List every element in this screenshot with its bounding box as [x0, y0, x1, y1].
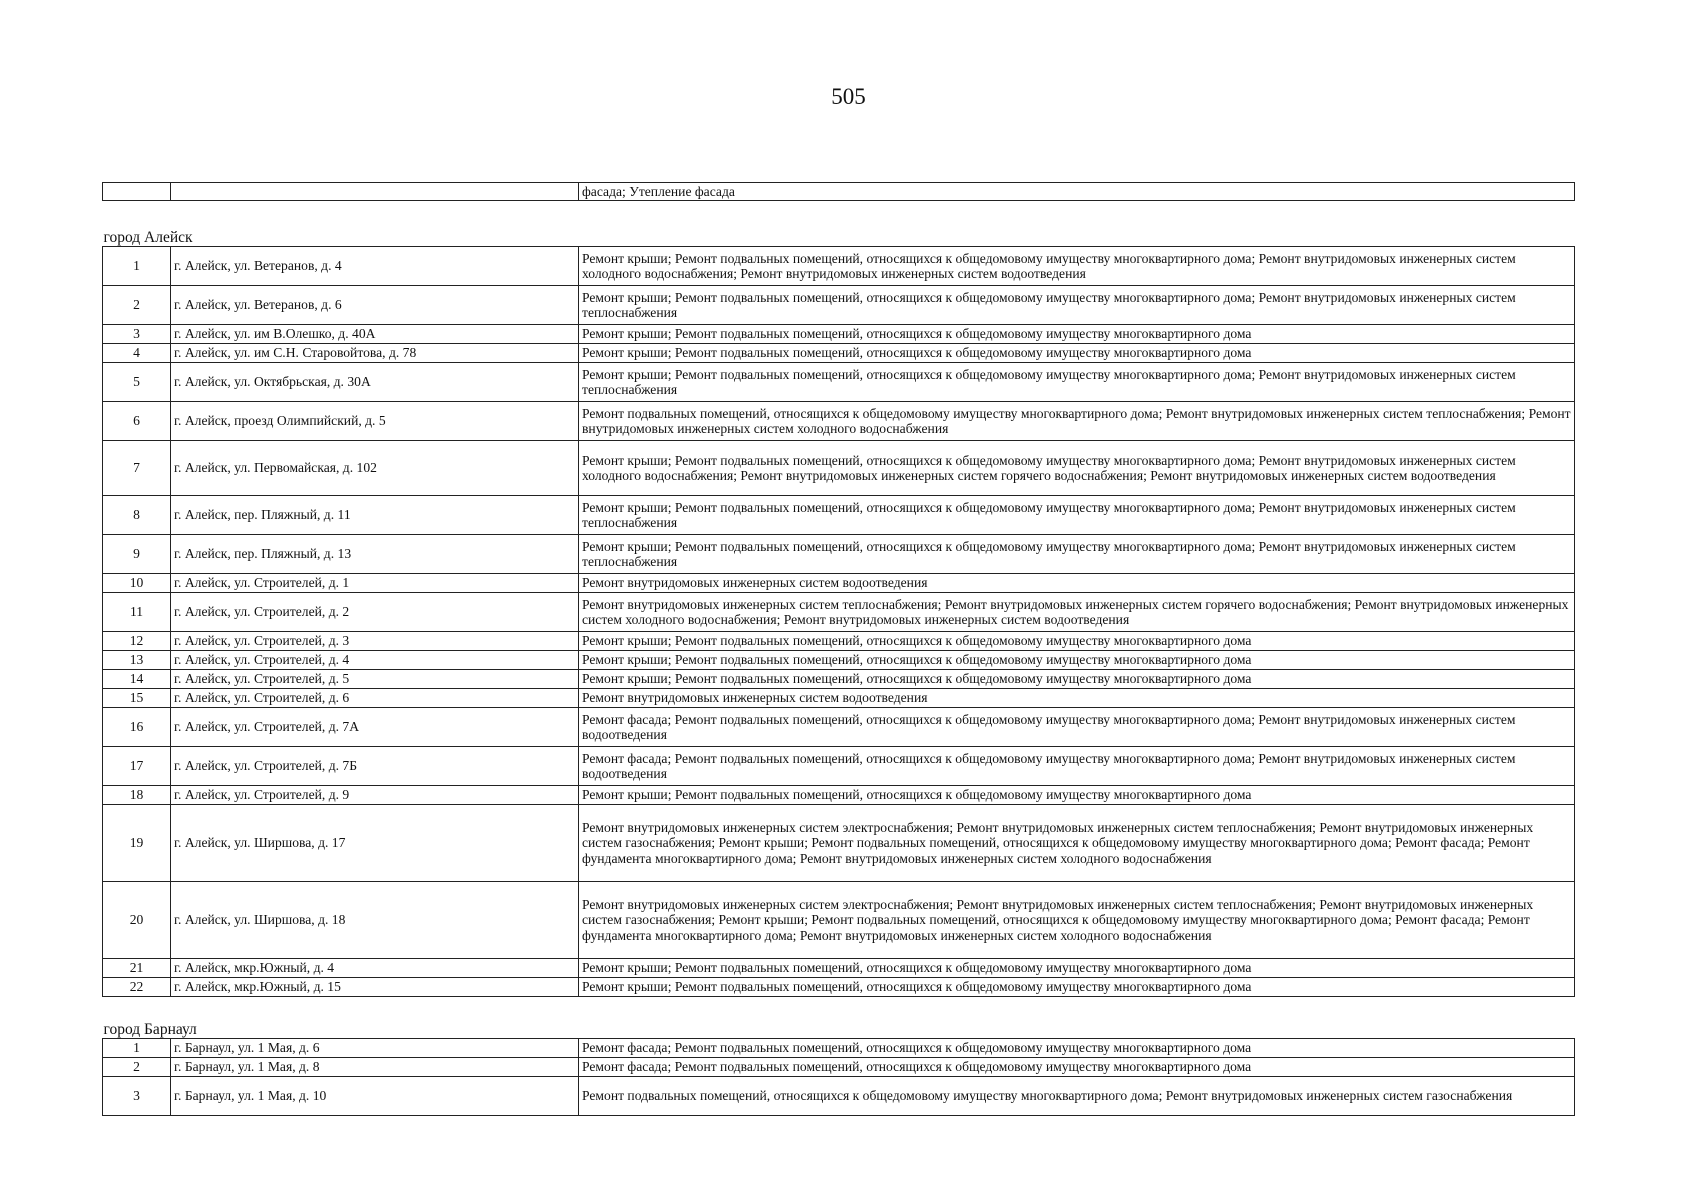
row-number: 16 — [103, 708, 171, 747]
table-row — [103, 402, 1575, 441]
row-address: г. Алейск, ул. Строителей, д. 9 — [171, 786, 579, 805]
row-address: г. Алейск, ул. Октябрьская, д. 30А — [171, 363, 579, 402]
row-address: г. Алейск, ул. Ширшова, д. 18 — [171, 882, 579, 959]
row-address: г. Алейск, ул. Строителей, д. 1 — [171, 574, 579, 593]
row-number: 17 — [103, 747, 171, 786]
row-address: г. Алейск, ул. Ширшова, д. 17 — [171, 805, 579, 882]
row-works: Ремонт крыши; Ремонт подвальных помещений, относящихся к общедомовому имуществу многоквартирного дома; Ремонт внутридомовых инженерных систем теплоснабжения — [579, 286, 1575, 325]
table-row — [103, 1039, 1575, 1058]
row-works: Ремонт крыши; Ремонт подвальных помещений, относящихся к общедомовому имуществу многоквартирного дома; Ремонт внутридомовых инженерных систем теплоснабжения — [579, 496, 1575, 535]
table-row — [103, 689, 1575, 708]
row-number: 11 — [103, 593, 171, 632]
row-number: 20 — [103, 882, 171, 959]
page-number: 505 — [831, 84, 866, 109]
row-number: 4 — [103, 344, 171, 363]
row-number: 19 — [103, 805, 171, 882]
row-works: Ремонт фасада; Ремонт подвальных помещений, относящихся к общедомовому имуществу многоквартирного дома; Ремонт внутридомовых инженерных систем водоотведения — [579, 747, 1575, 786]
section-row — [103, 201, 1575, 247]
section-title: город Алейск — [103, 201, 1575, 247]
row-number: 10 — [103, 574, 171, 593]
row-works: Ремонт крыши; Ремонт подвальных помещений, относящихся к общедомовому имуществу многоквартирного дома — [579, 344, 1575, 363]
row-address: г. Алейск, ул. Строителей, д. 3 — [171, 632, 579, 651]
row-works: Ремонт фасада; Ремонт подвальных помещений, относящихся к общедомовому имуществу многоквартирного дома — [579, 1039, 1575, 1058]
row-address: г. Алейск, проезд Олимпийский, д. 5 — [171, 402, 579, 441]
row-number: 15 — [103, 689, 171, 708]
row-number: 18 — [103, 786, 171, 805]
row-number: 21 — [103, 959, 171, 978]
table-row — [103, 978, 1575, 997]
repair-table — [102, 182, 1575, 1116]
row-number — [103, 183, 171, 201]
table-row — [103, 959, 1575, 978]
row-address: г. Алейск, ул. Строителей, д. 7Б — [171, 747, 579, 786]
row-works: Ремонт крыши; Ремонт подвальных помещений, относящихся к общедомовому имуществу многоквартирного дома — [579, 325, 1575, 344]
row-address: г. Алейск, ул. Строителей, д. 6 — [171, 689, 579, 708]
table-row — [103, 363, 1575, 402]
row-number: 3 — [103, 1077, 171, 1116]
row-number: 8 — [103, 496, 171, 535]
continuation-row — [103, 183, 1575, 201]
row-works: Ремонт фасада; Ремонт подвальных помещений, относящихся к общедомовому имуществу многоквартирного дома; Ремонт внутридомовых инженерных систем водоотведения — [579, 708, 1575, 747]
table-row — [103, 1077, 1575, 1116]
row-address: г. Алейск, ул. Строителей, д. 7А — [171, 708, 579, 747]
table-row — [103, 535, 1575, 574]
row-number: 12 — [103, 632, 171, 651]
row-number: 2 — [103, 1058, 171, 1077]
table-row — [103, 574, 1575, 593]
table-row — [103, 325, 1575, 344]
row-works: Ремонт подвальных помещений, относящихся к общедомовому имуществу многоквартирного дома; Ремонт внутридомовых инженерных систем теплоснабжения; Ремонт внутридомовых инженерных систем холодного водоснабжения — [579, 402, 1575, 441]
row-address: г. Алейск, мкр.Южный, д. 15 — [171, 978, 579, 997]
row-address: г. Барнаул, ул. 1 Мая, д. 6 — [171, 1039, 579, 1058]
row-number: 9 — [103, 535, 171, 574]
row-works: Ремонт крыши; Ремонт подвальных помещений, относящихся к общедомовому имуществу многоквартирного дома — [579, 651, 1575, 670]
table-row — [103, 786, 1575, 805]
row-works: Ремонт крыши; Ремонт подвальных помещений, относящихся к общедомовому имуществу многоквартирного дома; Ремонт внутридомовых инженерных систем теплоснабжения — [579, 363, 1575, 402]
table-row — [103, 882, 1575, 959]
table-row — [103, 1058, 1575, 1077]
row-works: Ремонт крыши; Ремонт подвальных помещений, относящихся к общедомовому имуществу многоквартирного дома — [579, 670, 1575, 689]
row-number: 14 — [103, 670, 171, 689]
row-works: Ремонт подвальных помещений, относящихся к общедомовому имуществу многоквартирного дома; Ремонт внутридомовых инженерных систем газоснабжения — [579, 1077, 1575, 1116]
row-number: 1 — [103, 1039, 171, 1058]
row-works: Ремонт фасада; Ремонт подвальных помещений, относящихся к общедомовому имуществу многоквартирного дома — [579, 1058, 1575, 1077]
row-address: г. Барнаул, ул. 1 Мая, д. 10 — [171, 1077, 579, 1116]
row-number: 2 — [103, 286, 171, 325]
row-number: 5 — [103, 363, 171, 402]
row-works: Ремонт внутридомовых инженерных систем теплоснабжения; Ремонт внутридомовых инженерных систем горячего водоснабжения; Ремонт внутридомовых инженерных систем холодного водоснабжения; Ремонт внутридомовых инженерных систем водоотведения — [579, 593, 1575, 632]
table-row — [103, 247, 1575, 286]
row-works: фасада; Утепление фасада — [579, 183, 1575, 201]
section-row — [103, 997, 1575, 1039]
row-number: 7 — [103, 441, 171, 496]
table-row — [103, 441, 1575, 496]
row-address: г. Алейск, пер. Пляжный, д. 11 — [171, 496, 579, 535]
row-works: Ремонт внутридомовых инженерных систем водоотведения — [579, 574, 1575, 593]
table-row — [103, 651, 1575, 670]
table-row — [103, 286, 1575, 325]
row-number: 6 — [103, 402, 171, 441]
table-row — [103, 593, 1575, 632]
table-row — [103, 805, 1575, 882]
row-address: г. Алейск, ул. Строителей, д. 2 — [171, 593, 579, 632]
table-row — [103, 632, 1575, 651]
table-body — [103, 183, 1575, 1116]
table-row — [103, 496, 1575, 535]
row-address: г. Алейск, ул. им С.Н. Старовойтова, д. 78 — [171, 344, 579, 363]
table-row — [103, 747, 1575, 786]
row-works: Ремонт крыши; Ремонт подвальных помещений, относящихся к общедомовому имуществу многоквартирного дома — [579, 978, 1575, 997]
table-row — [103, 344, 1575, 363]
row-number: 3 — [103, 325, 171, 344]
row-works: Ремонт внутридомовых инженерных систем электроснабжения; Ремонт внутридомовых инженерных систем теплоснабжения; Ремонт внутридомовых инженерных систем газоснабжения; Ремонт крыши; Ремонт подвальных помещений, относящихся к общедомовому имуществу многоквартирного дома; Ремонт фасада; Ремонт фундамента многоквартирного дома; Ремонт внутридомовых инженерных систем холодного водоснабжения — [579, 882, 1575, 959]
row-works: Ремонт внутридомовых инженерных систем электроснабжения; Ремонт внутридомовых инженерных систем теплоснабжения; Ремонт внутридомовых инженерных систем газоснабжения; Ремонт крыши; Ремонт подвальных помещений, относящихся к общедомовому имуществу многоквартирного дома; Ремонт фасада; Ремонт фундамента многоквартирного дома; Ремонт внутридомовых инженерных систем холодного водоснабжения — [579, 805, 1575, 882]
row-address: г. Алейск, ул. Ветеранов, д. 4 — [171, 247, 579, 286]
table-row — [103, 670, 1575, 689]
row-number: 13 — [103, 651, 171, 670]
row-works: Ремонт внутридомовых инженерных систем водоотведения — [579, 689, 1575, 708]
row-address: г. Алейск, мкр.Южный, д. 4 — [171, 959, 579, 978]
row-number: 1 — [103, 247, 171, 286]
row-address: г. Алейск, ул. Строителей, д. 5 — [171, 670, 579, 689]
table-row — [103, 708, 1575, 747]
row-address: г. Алейск, ул. им В.Олешко, д. 40А — [171, 325, 579, 344]
row-number: 22 — [103, 978, 171, 997]
row-address — [171, 183, 579, 201]
row-works: Ремонт крыши; Ремонт подвальных помещений, относящихся к общедомовому имуществу многоквартирного дома; Ремонт внутридомовых инженерных систем холодного водоснабжения; Ремонт внутридомовых инженерных систем горячего водоснабжения; Ремонт внутридомовых инженерных систем водоотведения — [579, 441, 1575, 496]
row-address: г. Алейск, ул. Строителей, д. 4 — [171, 651, 579, 670]
row-works: Ремонт крыши; Ремонт подвальных помещений, относящихся к общедомовому имуществу многоквартирного дома; Ремонт внутридомовых инженерных систем теплоснабжения — [579, 535, 1575, 574]
row-works: Ремонт крыши; Ремонт подвальных помещений, относящихся к общедомовому имуществу многоквартирного дома; Ремонт внутридомовых инженерных систем холодного водоснабжения; Ремонт внутридомовых инженерных систем водоотведения — [579, 247, 1575, 286]
row-works: Ремонт крыши; Ремонт подвальных помещений, относящихся к общедомовому имуществу многоквартирного дома — [579, 959, 1575, 978]
row-address: г. Алейск, ул. Ветеранов, д. 6 — [171, 286, 579, 325]
row-address: г. Барнаул, ул. 1 Мая, д. 8 — [171, 1058, 579, 1077]
row-works: Ремонт крыши; Ремонт подвальных помещений, относящихся к общедомовому имуществу многоквартирного дома — [579, 786, 1575, 805]
section-title: город Барнаул — [103, 997, 1575, 1039]
row-works: Ремонт крыши; Ремонт подвальных помещений, относящихся к общедомовому имуществу многоквартирного дома — [579, 632, 1575, 651]
row-address: г. Алейск, пер. Пляжный, д. 13 — [171, 535, 579, 574]
row-address: г. Алейск, ул. Первомайская, д. 102 — [171, 441, 579, 496]
